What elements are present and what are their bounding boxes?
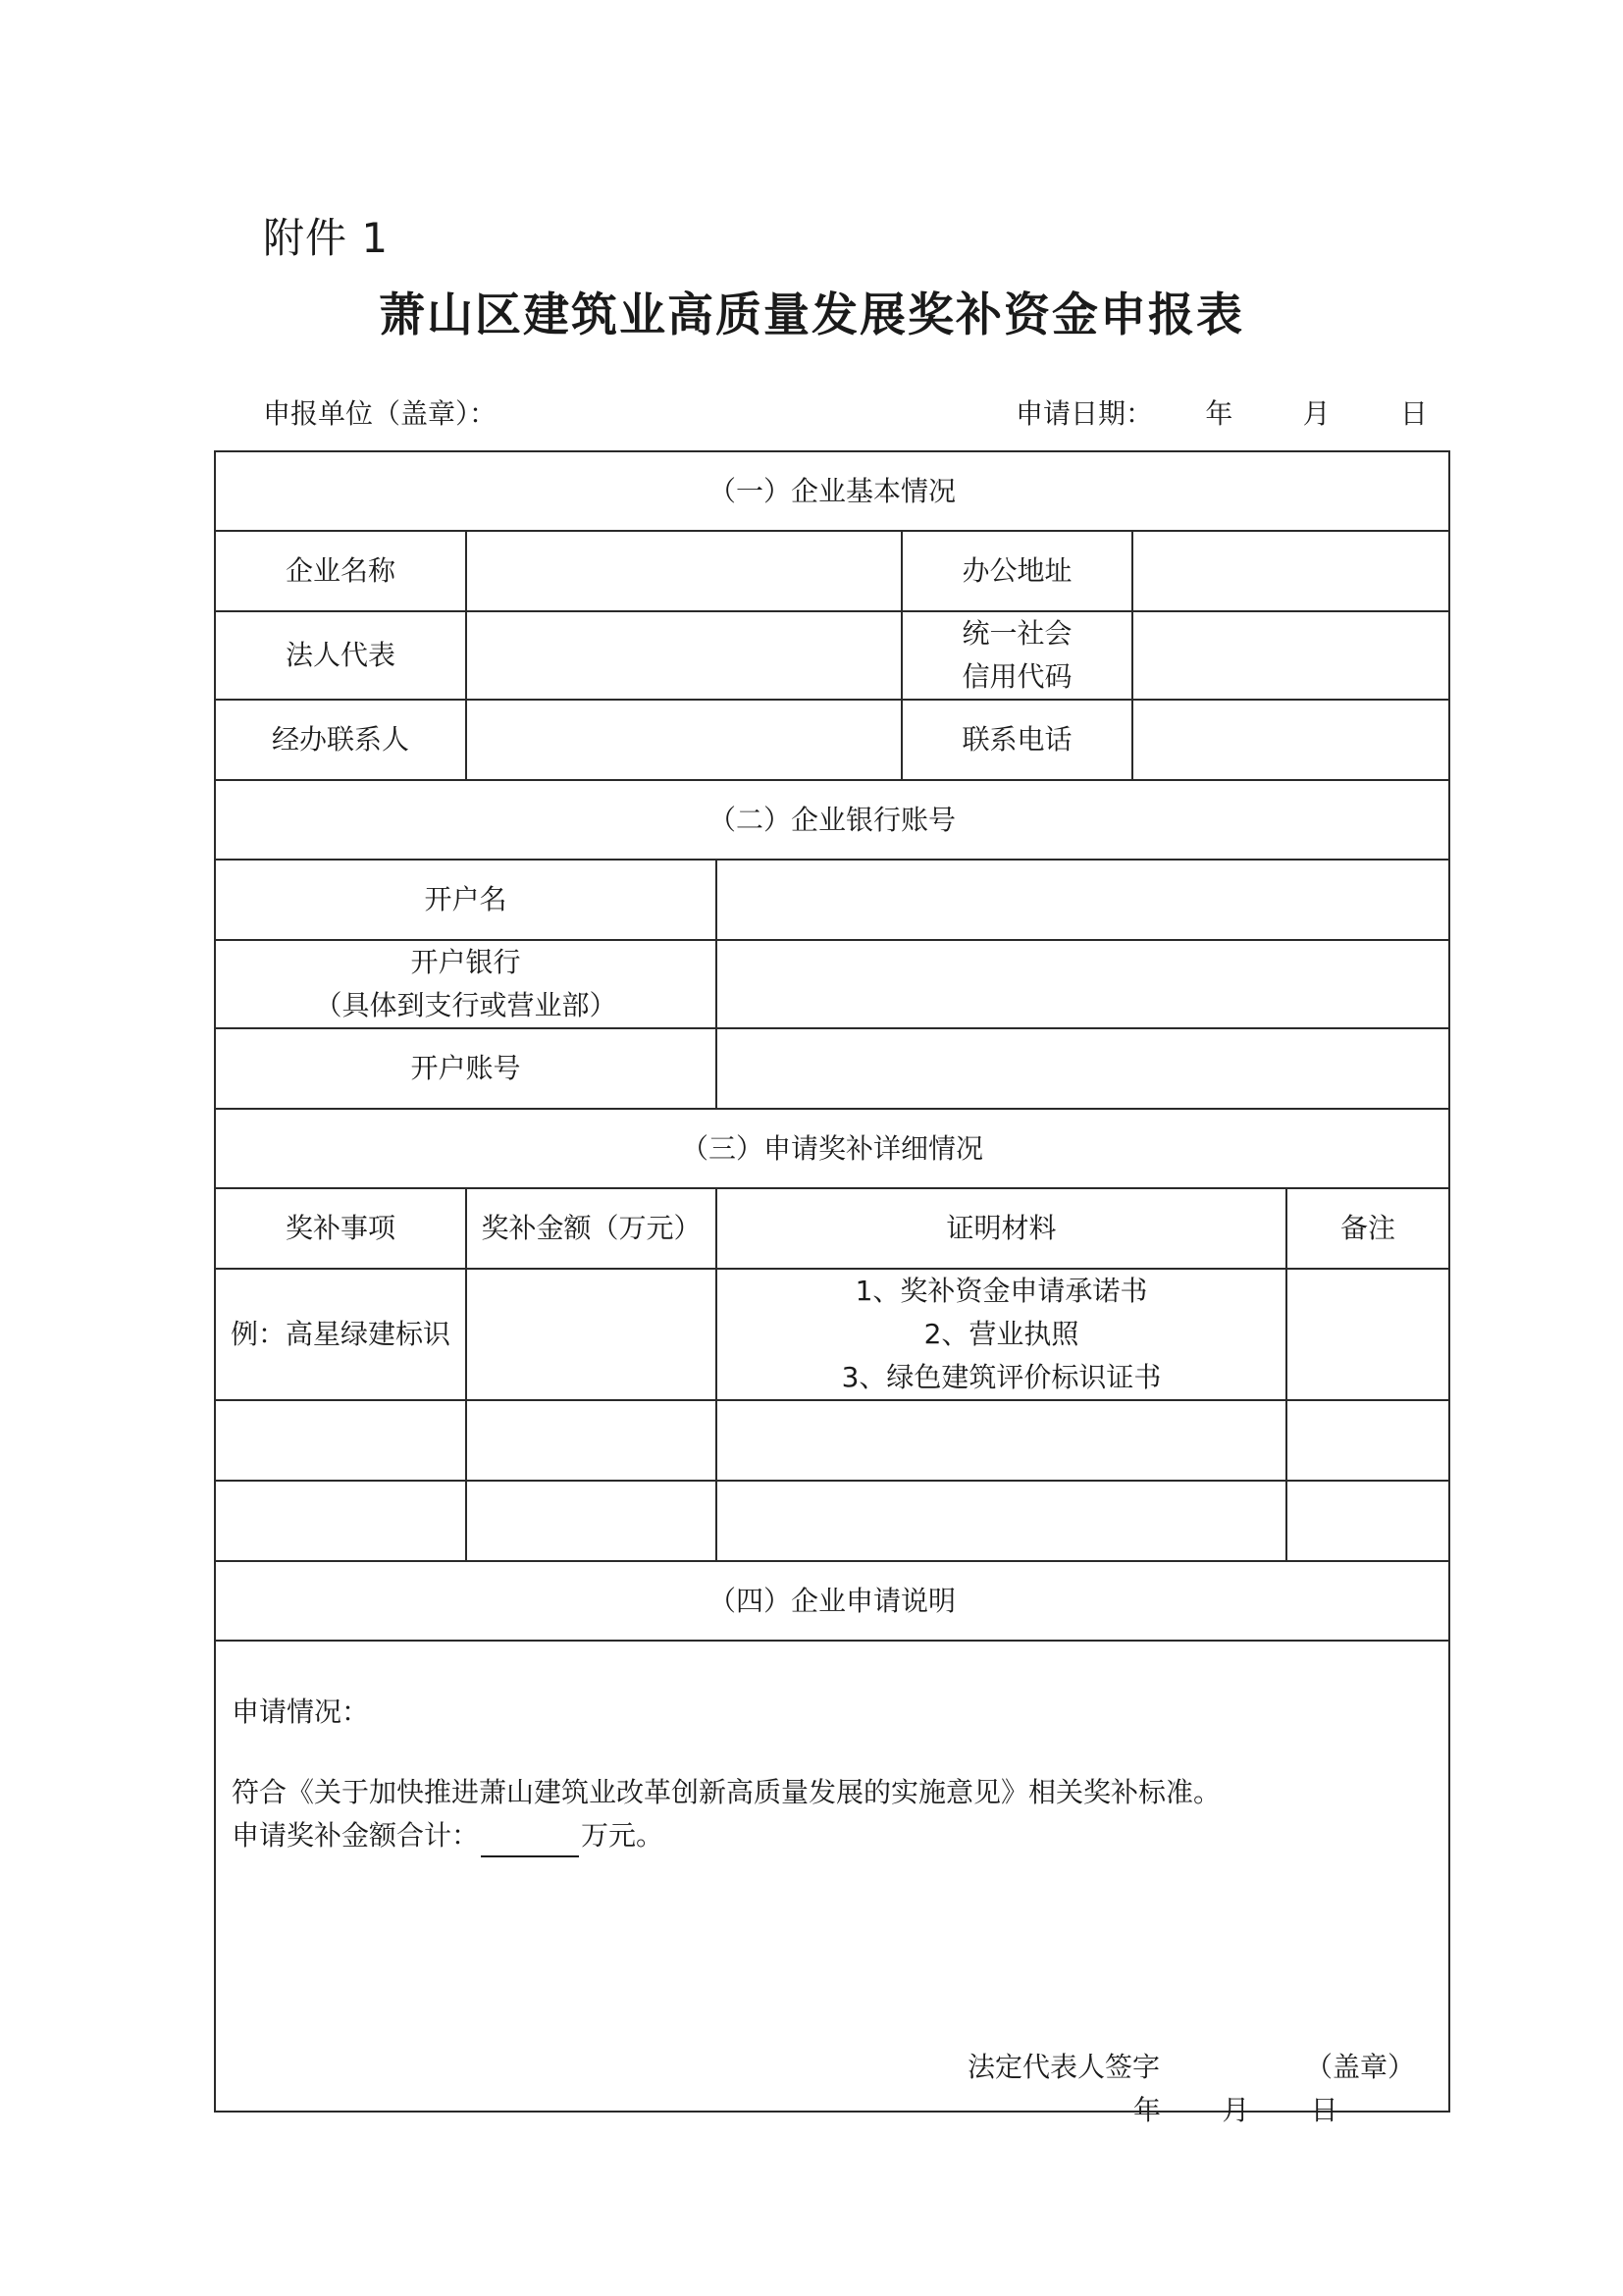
application-description-cell[interactable]: [215, 1641, 1449, 2126]
remark-cell[interactable]: [1286, 1400, 1449, 1481]
material-item: 1、奖补资金申请承诺书: [855, 1275, 1148, 1307]
bank-field[interactable]: [716, 940, 1449, 1028]
section1-title: （一）企业基本情况: [215, 451, 1449, 531]
credit-code-field[interactable]: [1132, 611, 1449, 700]
applicant-unit-label: 申报单位（盖章）：: [263, 397, 497, 430]
apply-date-label: 申请日期：: [1016, 397, 1154, 430]
office-address-field[interactable]: [1132, 531, 1449, 611]
material-item: 2、营业执照: [923, 1318, 1079, 1350]
account-no-field[interactable]: [716, 1028, 1449, 1109]
legal-rep-field[interactable]: [466, 611, 902, 700]
account-name-label: 开户名: [215, 860, 716, 940]
example-item-cell: 例：高星绿建标识: [215, 1269, 466, 1400]
apply-date: [1016, 392, 1428, 432]
legal-rep-label: 法人代表: [215, 611, 466, 700]
total-suffix: 万元。: [581, 1819, 664, 1852]
sign-day: 日: [1310, 2094, 1338, 2126]
section4-title: （四）企业申请说明: [215, 1561, 1449, 1641]
form-title: 萧山区建筑业高质量发展奖补资金申报表: [379, 288, 1244, 342]
sign-month: 月: [1222, 2094, 1250, 2126]
amount-cell[interactable]: [466, 1400, 716, 1481]
account-no-label: 开户账号: [215, 1028, 716, 1109]
bank-label-line2: （具体到支行或营业部）: [314, 989, 617, 1021]
total-amount-blank[interactable]: [481, 1826, 579, 1857]
phone-field[interactable]: [1132, 700, 1449, 780]
bank-label: [215, 940, 716, 1028]
apply-date-month: 月: [1302, 397, 1331, 430]
material-cell[interactable]: [716, 1400, 1286, 1481]
credit-code-label-line1: 统一社会: [962, 617, 1073, 650]
remark-cell[interactable]: [1286, 1481, 1449, 1561]
account-name-field[interactable]: [716, 860, 1449, 940]
material-item: 3、绿色建筑评价标识证书: [841, 1361, 1162, 1393]
company-name-label: 企业名称: [215, 531, 466, 611]
col-remark-header: 备注: [1286, 1188, 1449, 1269]
attachment-label: 附件 1: [263, 214, 390, 262]
contact-person-field[interactable]: [466, 700, 902, 780]
credit-code-label: [902, 611, 1132, 700]
total-amount-line: [232, 1814, 663, 1857]
signature-date: [1133, 2089, 1338, 2132]
section3-title: （三）申请奖补详细情况: [215, 1109, 1449, 1188]
credit-code-label-line2: 信用代码: [962, 660, 1073, 693]
phone-label: 联系电话: [902, 700, 1132, 780]
office-address-label: 办公地址: [902, 531, 1132, 611]
col-amount-header: 奖补金额（万元）: [466, 1188, 716, 1269]
seal-label: （盖章）: [1305, 2051, 1416, 2083]
bank-label-line1: 开户银行: [410, 946, 521, 978]
section2-title: （二）企业银行账号: [215, 780, 1449, 860]
material-cell[interactable]: [716, 1481, 1286, 1561]
application-form-table: [214, 450, 1450, 2126]
example-remark-cell[interactable]: [1286, 1269, 1449, 1400]
apply-date-day: 日: [1399, 397, 1428, 430]
col-material-header: 证明材料: [716, 1188, 1286, 1269]
situation-label: 申请情况：: [232, 1696, 370, 1728]
total-prefix: 申请奖补金额合计：: [232, 1819, 480, 1852]
company-name-field[interactable]: [466, 531, 902, 611]
signature-label: 法定代表人签字: [968, 2051, 1161, 2083]
compliance-text: 符合《关于加快推进萧山建筑业改革创新高质量发展的实施意见》相关奖补标准。: [232, 1776, 1222, 1808]
col-item-header: 奖补事项: [215, 1188, 466, 1269]
sign-year: 年: [1133, 2094, 1162, 2126]
item-cell[interactable]: [215, 1481, 466, 1561]
amount-cell[interactable]: [466, 1481, 716, 1561]
apply-date-year: 年: [1205, 397, 1233, 430]
item-cell[interactable]: [215, 1400, 466, 1481]
contact-person-label: 经办联系人: [215, 700, 466, 780]
example-amount-cell[interactable]: [466, 1269, 716, 1400]
example-material-cell: [716, 1269, 1286, 1400]
